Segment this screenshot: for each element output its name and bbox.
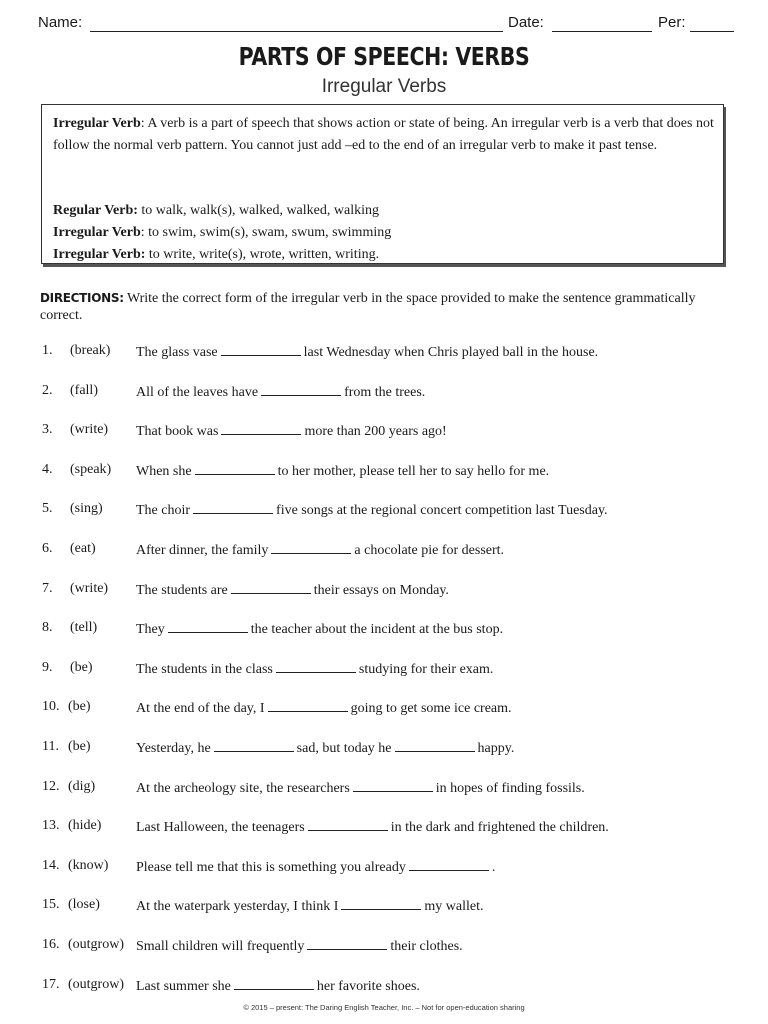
sentence-end: in hopes of finding fossils. (435, 781, 585, 796)
example-irregular-swim (53, 223, 391, 243)
exercise-item (42, 897, 742, 919)
item-number: 13. (42, 818, 60, 833)
copyright-footer: © 2015 – present: The Daring English Teacher, Inc. – Not for open-education sharing (243, 1003, 525, 1012)
exercise-item (42, 660, 742, 682)
exercise-item (42, 620, 742, 642)
exercise-item (42, 581, 742, 603)
name-label: Name: (38, 14, 83, 31)
sentence-start: The glass vase (136, 345, 218, 360)
item-number: 10. (42, 699, 60, 714)
answer-blank[interactable] (214, 739, 294, 752)
sentence-start: Yesterday, he (136, 741, 211, 756)
item-number: 14. (42, 858, 60, 873)
sentence-start: The students are (136, 583, 228, 598)
sentence-end: last Wednesday when Chris played ball in the house. (303, 345, 599, 360)
exercise-item (42, 977, 742, 999)
definition-text: : A verb is a part of speech that shows action or state of being. An irregular verb is a verb that does not follow the normal verb pattern. You cannot just add –ed to the end of an irregular verb to make it past tense. (53, 116, 714, 153)
item-number: 8. (42, 620, 53, 635)
item-verb: (lose) (68, 897, 100, 912)
item-verb: (sing) (70, 501, 103, 516)
item-verb: (tell) (70, 620, 98, 635)
sentence-end: . (491, 860, 496, 875)
example-forms: : to swim, swim(s), swam, swum, swimming (140, 225, 392, 240)
answer-blank[interactable] (341, 897, 421, 910)
sentence-end: my wallet. (424, 899, 484, 914)
item-sentence (136, 818, 609, 836)
answer-blank[interactable] (271, 541, 351, 554)
page-title: PARTS OF SPEECH: VERBS (238, 42, 530, 71)
sentence-end: five songs at the regional concert competition last Tuesday. (276, 503, 608, 518)
item-sentence (136, 660, 493, 678)
answer-blank[interactable] (409, 858, 489, 871)
item-verb: (outgrow) (68, 937, 124, 952)
item-sentence (136, 581, 449, 599)
date-field[interactable] (552, 31, 652, 32)
date-label: Date: (508, 14, 544, 31)
answer-blank[interactable] (395, 739, 475, 752)
sentence-start: After dinner, the family (136, 543, 269, 558)
item-number: 1. (42, 343, 53, 358)
item-sentence (136, 858, 495, 876)
sentence-end: the teacher about the incident at the bus stop. (250, 622, 504, 637)
header-row (38, 14, 734, 36)
sentence-end: to her mother, please tell her to say hello for me. (277, 464, 550, 479)
item-sentence (136, 383, 425, 401)
answer-blank[interactable] (276, 660, 356, 673)
answer-blank[interactable] (221, 422, 301, 435)
item-sentence (136, 541, 504, 559)
exercise-item (42, 501, 742, 523)
sentence-start: At the end of the day, I (136, 701, 265, 716)
item-number: 6. (42, 541, 53, 556)
sentence-end: their clothes. (390, 939, 463, 954)
answer-blank[interactable] (234, 977, 314, 990)
sentence-end: happy. (477, 741, 515, 756)
example-label: Regular Verb: (53, 203, 138, 218)
exercise-item (42, 937, 742, 959)
name-field[interactable] (90, 31, 503, 32)
sentence-start: Please tell me that this is something you already (136, 860, 406, 875)
sentence-end: in the dark and frightened the children. (390, 820, 609, 835)
item-verb: (break) (70, 343, 111, 358)
sentence-end: more than 200 years ago! (304, 424, 447, 439)
item-sentence (136, 739, 514, 757)
sentence-end: sad, but today he (296, 741, 392, 756)
exercise-item (42, 858, 742, 880)
item-verb: (be) (68, 739, 91, 754)
item-number: 4. (42, 462, 53, 477)
sentence-start: Last summer she (136, 979, 231, 994)
sentence-start: They (136, 622, 165, 637)
exercise-item (42, 462, 742, 484)
answer-blank[interactable] (168, 620, 248, 633)
directions (40, 290, 720, 324)
item-number: 2. (42, 383, 53, 398)
period-label: Per: (658, 14, 686, 31)
period-field[interactable] (690, 31, 734, 32)
item-verb: (speak) (70, 462, 112, 477)
sentence-start: At the waterpark yesterday, I think I (136, 899, 339, 914)
sentence-end: their essays on Monday. (313, 583, 449, 598)
answer-blank[interactable] (261, 383, 341, 396)
item-sentence (136, 620, 503, 638)
sentence-end: from the trees. (344, 385, 426, 400)
item-sentence (136, 897, 484, 915)
item-verb: (fall) (70, 383, 98, 398)
item-sentence (136, 501, 608, 519)
sentence-end: studying for their exam. (358, 662, 494, 677)
definition-paragraph (53, 113, 717, 157)
page-subtitle: Irregular Verbs (321, 76, 447, 97)
example-forms: to walk, walk(s), walked, walked, walking (137, 203, 379, 218)
item-verb: (be) (68, 699, 91, 714)
exercise-item (42, 779, 742, 801)
sentence-start: The students in the class (136, 662, 273, 677)
item-number: 7. (42, 581, 53, 596)
item-sentence (136, 343, 598, 361)
item-number: 3. (42, 422, 53, 437)
answer-blank[interactable] (195, 462, 275, 475)
sentence-start: All of the leaves have (136, 385, 259, 400)
sentence-start: At the archeology site, the researchers (136, 781, 350, 796)
item-number: 11. (42, 739, 59, 754)
item-number: 16. (42, 937, 60, 952)
item-number: 15. (42, 897, 60, 912)
example-label: Irregular Verb: (53, 247, 146, 262)
sentence-start: Last Halloween, the teenagers (136, 820, 305, 835)
item-verb: (write) (70, 581, 109, 596)
directions-label: DIRECTIONS: (40, 291, 124, 305)
item-sentence (136, 699, 512, 717)
item-sentence (136, 462, 549, 480)
sentence-end: going to get some ice cream. (350, 701, 512, 716)
definition-term: Irregular Verb (53, 116, 141, 131)
example-forms: to write, write(s), wrote, written, writing. (145, 247, 380, 262)
sentence-end: a chocolate pie for dessert. (354, 543, 505, 558)
example-irregular-write (53, 245, 379, 265)
example-label: Irregular Verb (53, 225, 141, 240)
sentence-start: Small children will frequently (136, 939, 305, 954)
example-regular (53, 201, 379, 221)
item-number: 5. (42, 501, 53, 516)
definition-box (41, 104, 724, 264)
answer-blank[interactable] (268, 699, 348, 712)
exercise-item (42, 739, 742, 761)
exercise-item (42, 699, 742, 721)
answer-blank[interactable] (308, 818, 388, 831)
item-verb: (eat) (70, 541, 96, 556)
answer-blank[interactable] (221, 343, 301, 356)
item-verb: (hide) (68, 818, 102, 833)
answer-blank[interactable] (307, 937, 387, 950)
sentence-start: That book was (136, 424, 219, 439)
exercise-item (42, 383, 742, 405)
item-verb: (know) (68, 858, 109, 873)
item-verb: (dig) (68, 779, 96, 794)
directions-text: Write the correct form of the irregular verb in the space provided to make the sentence grammatically correct. (40, 291, 696, 323)
item-verb: (outgrow) (68, 977, 124, 992)
item-sentence (136, 937, 463, 955)
sentence-start: The choir (136, 503, 191, 518)
sentence-start: When she (136, 464, 192, 479)
answer-blank[interactable] (353, 779, 433, 792)
item-verb: (write) (70, 422, 109, 437)
item-number: 17. (42, 977, 60, 992)
item-sentence (136, 779, 585, 797)
item-number: 9. (42, 660, 53, 675)
exercise-item (42, 818, 742, 840)
item-number: 12. (42, 779, 60, 794)
exercise-item (42, 343, 742, 365)
item-sentence (136, 977, 420, 995)
exercise-item (42, 541, 742, 563)
answer-blank[interactable] (193, 501, 273, 514)
exercise-item (42, 422, 742, 444)
item-sentence (136, 422, 447, 440)
answer-blank[interactable] (231, 581, 311, 594)
item-verb: (be) (70, 660, 93, 675)
sentence-end: her favorite shoes. (316, 979, 420, 994)
